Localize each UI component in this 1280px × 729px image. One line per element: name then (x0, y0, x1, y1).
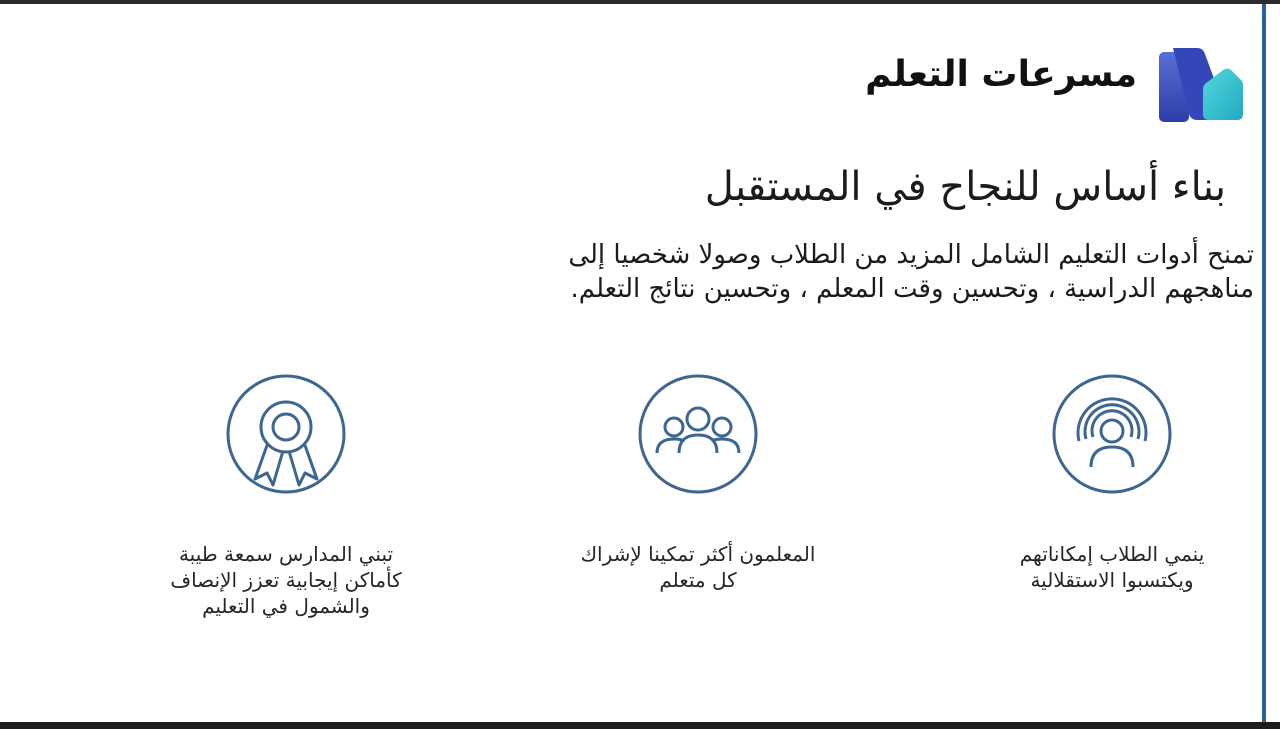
slide-canvas (0, 4, 1262, 722)
brand-name: مسرعات التعلم (865, 54, 1137, 95)
feature-teacher-empowerment (548, 373, 848, 593)
feature-caption-line: والشمول في التعليم (202, 594, 370, 618)
window-right-margin (1266, 4, 1280, 722)
feature-caption-line: ويكتسبوا الاستقلالية (1030, 568, 1194, 592)
award-ribbon-icon (225, 373, 347, 495)
feature-caption (962, 541, 1262, 593)
feature-caption-line: المعلمون أكثر تمكينا لإشراك (580, 542, 816, 566)
person-broadcast-icon (1051, 373, 1173, 495)
slide-headline: بناء أساس للنجاح في المستقبل (704, 164, 1226, 210)
window-bottom-border (0, 722, 1280, 729)
feature-school-reputation (136, 373, 436, 619)
feature-caption (136, 541, 436, 619)
feature-caption-line: كأماكن إيجابية تعزز الإنصاف (170, 568, 402, 592)
feature-caption-line: كل متعلم (659, 568, 737, 592)
slide-description: تمنح أدوات التعليم الشامل المزيد من الطلاب وصولا شخصيا إلى مناهجهم الدراسية ، وتحسين وقت المعلم ، وتحسين نتائج التعلم. (568, 240, 1254, 304)
people-group-icon (637, 373, 759, 495)
feature-caption-line: ينمي الطلاب إمكاناتهم (1019, 542, 1205, 566)
feature-caption-line: تبني المدارس سمعة طيبة (178, 542, 394, 566)
feature-caption (548, 541, 848, 593)
learning-accelerators-logo-icon (1157, 44, 1245, 124)
feature-student-potential (962, 373, 1262, 593)
